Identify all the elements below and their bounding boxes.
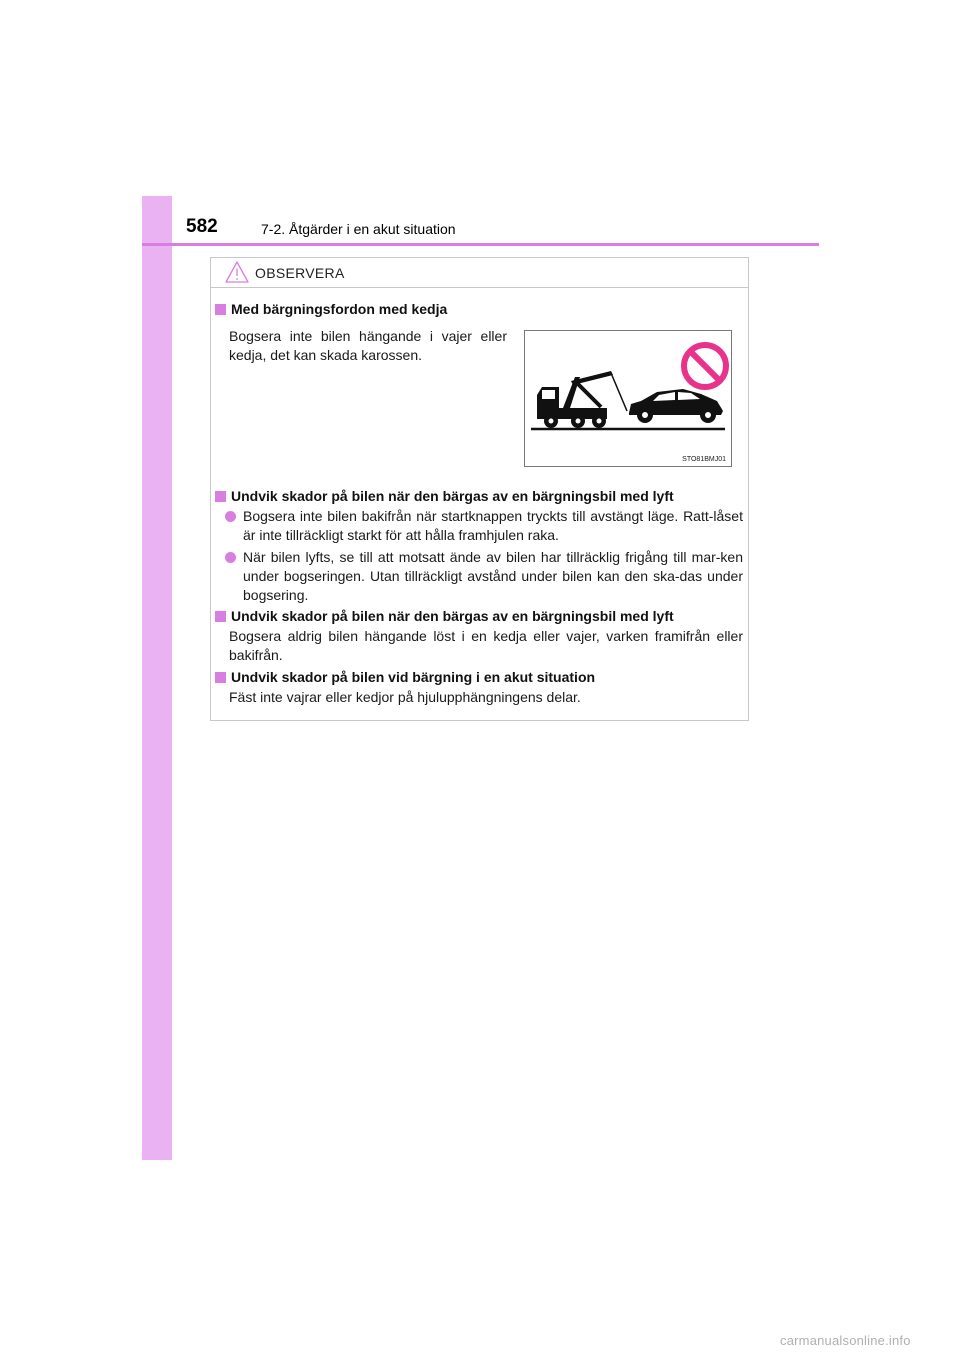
section-text-emergency-tow: Fäst inte vajrar eller kedjor på hjulupphängningens delar. [229, 689, 581, 705]
heading-square-icon [215, 611, 226, 622]
car-icon [629, 389, 723, 423]
watermark-text: carmanualsonline.info [780, 1333, 911, 1348]
bullet-dot-icon [225, 552, 236, 563]
page-number: 582 [186, 216, 218, 237]
heading-square-icon [215, 672, 226, 683]
header-rule [142, 243, 819, 246]
section-title: 7-2. Åtgärder i en akut situation [261, 221, 456, 237]
bullet-item: Bogsera inte bilen bakifrån när startknappen tryckts till avstängt läge. Ratt-låset är inte tillräckligt starkt för att hålla framhjulen raka. [225, 507, 743, 545]
figure-code: STO81BMJ01 [682, 456, 726, 463]
section-text-lift-tow-2: Bogsera aldrig bilen hängande löst i en kedja eller vajer, varken framifrån eller bakifrån. [229, 628, 743, 663]
tow-truck-icon [537, 371, 627, 428]
section-heading-emergency-tow: Undvik skador på bilen vid bärgning i en akut situation [215, 669, 595, 685]
section-heading-lift-tow: Undvik skador på bilen när den bärgas av en bärgningsbil med lyft [215, 488, 674, 504]
section-heading-lift-tow-2: Undvik skador på bilen när den bärgas av en bärgningsbil med lyft [215, 608, 674, 624]
caution-box [210, 257, 749, 721]
section-heading-chain-tow: Med bärgningsfordon med kedja [215, 301, 447, 317]
bullet-item: När bilen lyfts, se till att motsatt ände av bilen har tillräcklig frigång till mar-ken under bogseringen. Utan tillräckligt avstånd under bilen kan den ska-das under bogsering. [225, 548, 743, 605]
caution-title: OBSERVERA [255, 265, 345, 281]
heading-square-icon [215, 491, 226, 502]
warning-triangle-icon [225, 261, 249, 283]
side-tab-strip [142, 196, 172, 1160]
towing-drawing [525, 331, 731, 466]
towing-illustration [524, 330, 732, 467]
section-text-chain-tow: Bogsera inte bilen hängande i vajer eller kedja, det kan skada karossen. [229, 328, 507, 363]
heading-square-icon [215, 304, 226, 315]
caution-header [211, 258, 748, 288]
bullet-dot-icon [225, 511, 236, 522]
prohibition-icon [684, 345, 726, 387]
